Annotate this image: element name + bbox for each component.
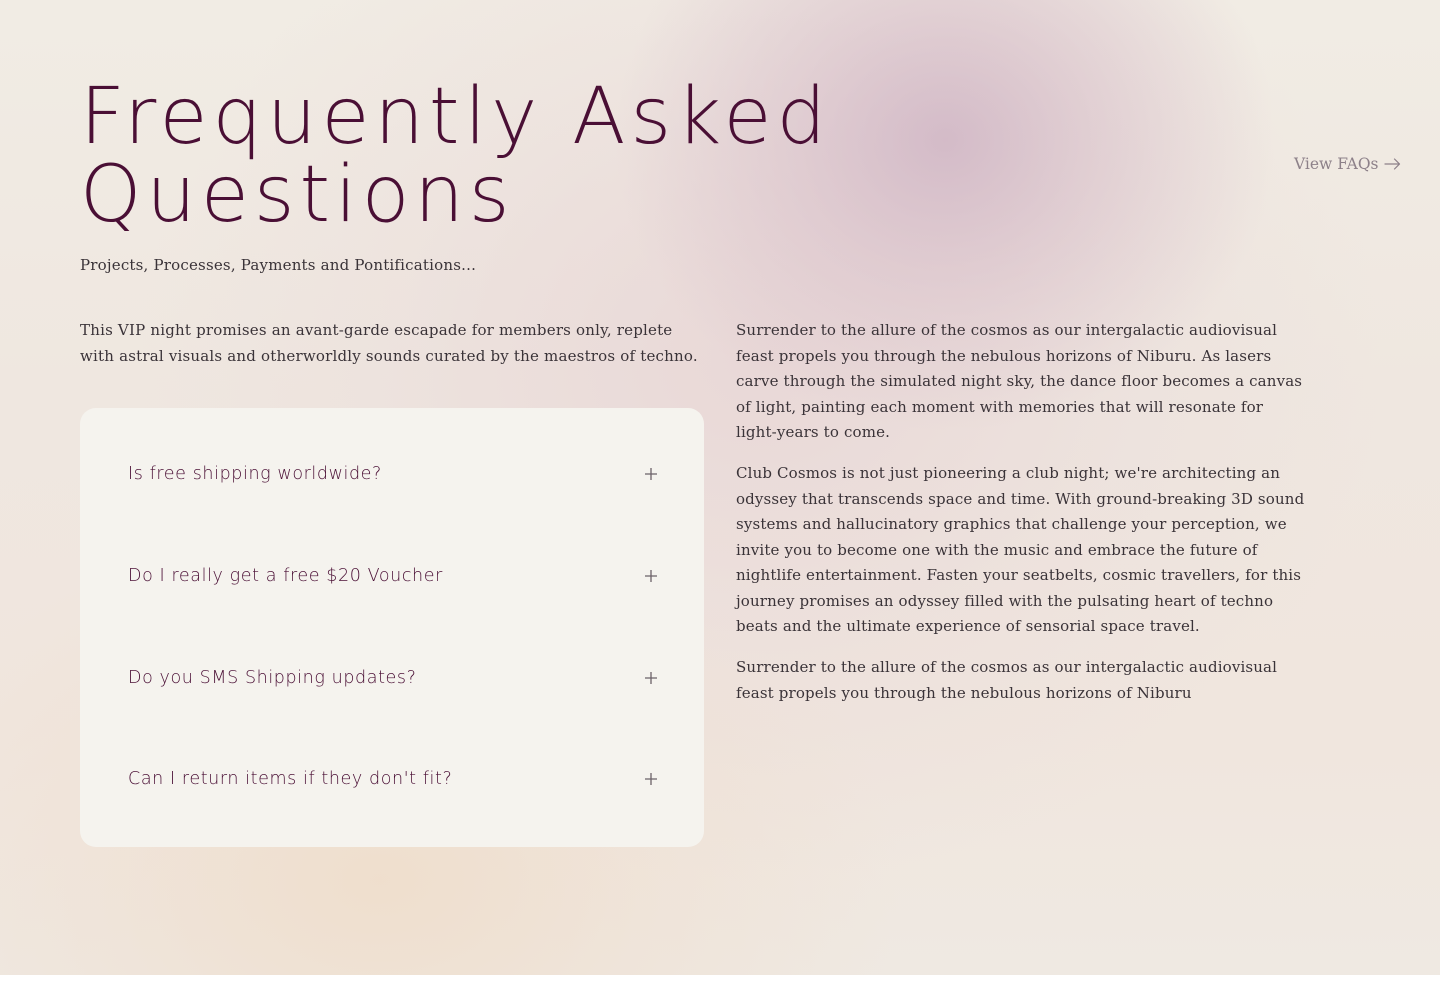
view-faqs-label: View FAQs <box>1294 155 1379 173</box>
plus-icon <box>644 772 658 786</box>
faq-accordion <box>80 408 704 847</box>
arrow-right-icon <box>1384 158 1401 170</box>
faq-item-voucher[interactable] <box>128 556 658 596</box>
plus-icon <box>644 569 658 583</box>
page-subtitle: Projects, Processes, Payments and Pontifications... <box>80 256 477 274</box>
plus-icon <box>644 671 658 685</box>
page-title-line-2: Questions <box>80 150 515 240</box>
description-paragraph: Club Cosmos is not just pioneering a club night; we're architecting an odyssey that transcends space and time. With ground-breaking 3D sound systems and hallucinatory graphics that challenge your perception, we invite you to become one with the music and embrace the future of nightlife entertainment. Fasten your seatbelts, cosmic travellers, for this journey promises an odyssey filled with the pulsating heart of techno beats and the ultimate experience of sensorial space travel. <box>736 464 1305 635</box>
page-title <box>80 72 831 240</box>
description-paragraph: Surrender to the allure of the cosmos as our intergalactic audiovisual feast propels you through the nebulous horizons of Niburu <box>736 658 1278 702</box>
faq-item-returns[interactable] <box>128 759 658 799</box>
plus-icon <box>644 467 658 481</box>
faq-question: Can I return items if they don't fit? <box>128 769 453 789</box>
faq-item-sms-updates[interactable] <box>128 658 658 698</box>
description-column <box>736 318 1306 722</box>
description-paragraph: Surrender to the allure of the cosmos as our intergalactic audiovisual feast propels you through the nebulous horizons of Niburu. As lasers carve through the simulated night sky, the dance floor becomes a canvas of light, painting each moment with memories that will resonate for light-years to come. <box>736 321 1303 441</box>
faq-question: Do you SMS Shipping updates? <box>128 668 417 688</box>
faq-item-free-shipping[interactable] <box>128 454 658 494</box>
faq-question: Do I really get a free $20 Voucher <box>128 566 443 586</box>
page-title-line-1: Frequently Asked <box>80 72 831 162</box>
faq-question: Is free shipping worldwide? <box>128 464 382 484</box>
intro-text: This VIP night promises an avant-garde escapade for members only, replete with astral visuals and otherworldly sounds curated by the maestros of techno. <box>80 321 698 365</box>
view-faqs-link[interactable] <box>1294 154 1401 174</box>
